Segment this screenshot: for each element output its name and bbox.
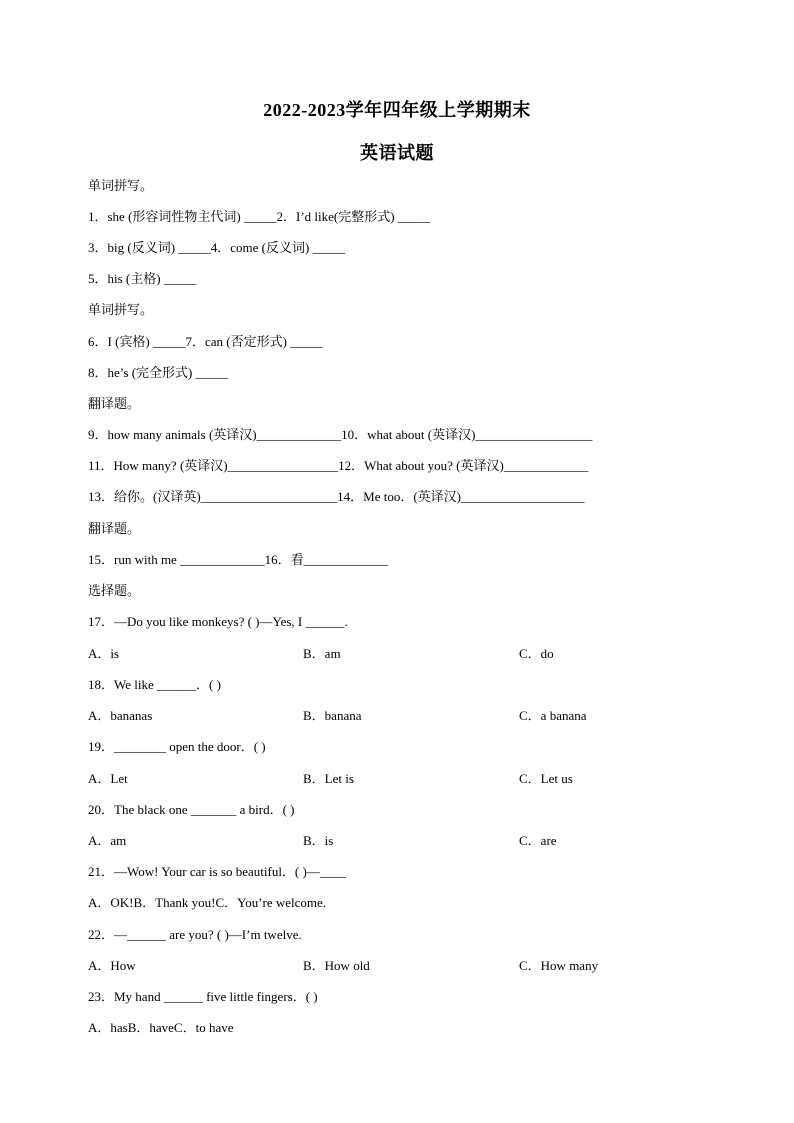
option-row: A．OK!B．Thank you!C．You’re welcome. bbox=[88, 895, 327, 910]
question-line: 13．给你。(汉译英)_____________________14．Me too．(英译汉)___________________ bbox=[88, 489, 585, 504]
question-line: 9．how many animals (英译汉)_____________10．what about (英译汉)__________________ bbox=[88, 427, 593, 442]
option-b: B．banana bbox=[303, 708, 362, 723]
option-c: C．How many bbox=[519, 958, 599, 973]
section-heading: 单词拼写。 bbox=[88, 302, 154, 317]
option-a: A．is bbox=[88, 646, 120, 661]
option-c: C．are bbox=[519, 833, 557, 848]
question-line: 20．The black one _______ a bird．( ) bbox=[88, 802, 295, 817]
section-heading: 翻译题。 bbox=[88, 396, 141, 411]
question-line: 5．his (主格) _____ bbox=[88, 271, 197, 286]
option-a: A．Let bbox=[88, 771, 128, 786]
option-c: C．Let us bbox=[519, 771, 573, 786]
option-row: A．hasB．haveC．to have bbox=[88, 1020, 234, 1035]
question-line: 18．We like ______．( ) bbox=[88, 677, 221, 692]
question-line: 17．—Do you like monkeys? ( )—Yes, I ______. bbox=[88, 614, 348, 629]
option-b: B．am bbox=[303, 646, 341, 661]
page-subtitle: 英语试题 bbox=[360, 143, 434, 163]
option-b: B．is bbox=[303, 833, 334, 848]
question-line: 6．I (宾格) _____7．can (否定形式) _____ bbox=[88, 334, 323, 349]
page-title: 2022-2023学年四年级上学期期末 bbox=[263, 100, 531, 120]
question-line: 15．run with me _____________16．看_____________ bbox=[88, 552, 389, 567]
option-a: A．am bbox=[88, 833, 127, 848]
question-line: 3．big (反义词) _____4．come (反义词) _____ bbox=[88, 240, 346, 255]
question-line: 21．—Wow! Your car is so beautiful．( )—____ bbox=[88, 864, 346, 879]
section-heading: 选择题。 bbox=[88, 583, 141, 598]
question-line: 8．he’s (完全形式) _____ bbox=[88, 365, 229, 380]
option-b: B．Let is bbox=[303, 771, 354, 786]
section-heading: 单词拼写。 bbox=[88, 178, 154, 193]
option-c: C．do bbox=[519, 646, 554, 661]
option-c: C．a banana bbox=[519, 708, 587, 723]
question-line: 19．________ open the door．( ) bbox=[88, 739, 266, 754]
section-heading: 翻译题。 bbox=[88, 521, 141, 536]
question-line: 22．—______ are you? ( )—I’m twelve. bbox=[88, 927, 302, 942]
option-a: A．bananas bbox=[88, 708, 153, 723]
option-a: A．How bbox=[88, 958, 136, 973]
option-b: B．How old bbox=[303, 958, 370, 973]
question-line: 23．My hand ______ five little fingers．( ) bbox=[88, 989, 318, 1004]
question-line: 1．she (形容词性物主代词) _____2．I’d like(完整形式) _____ bbox=[88, 209, 431, 224]
question-line: 11．How many? (英译汉)_________________12．What about you? (英译汉)_____________ bbox=[88, 458, 589, 473]
